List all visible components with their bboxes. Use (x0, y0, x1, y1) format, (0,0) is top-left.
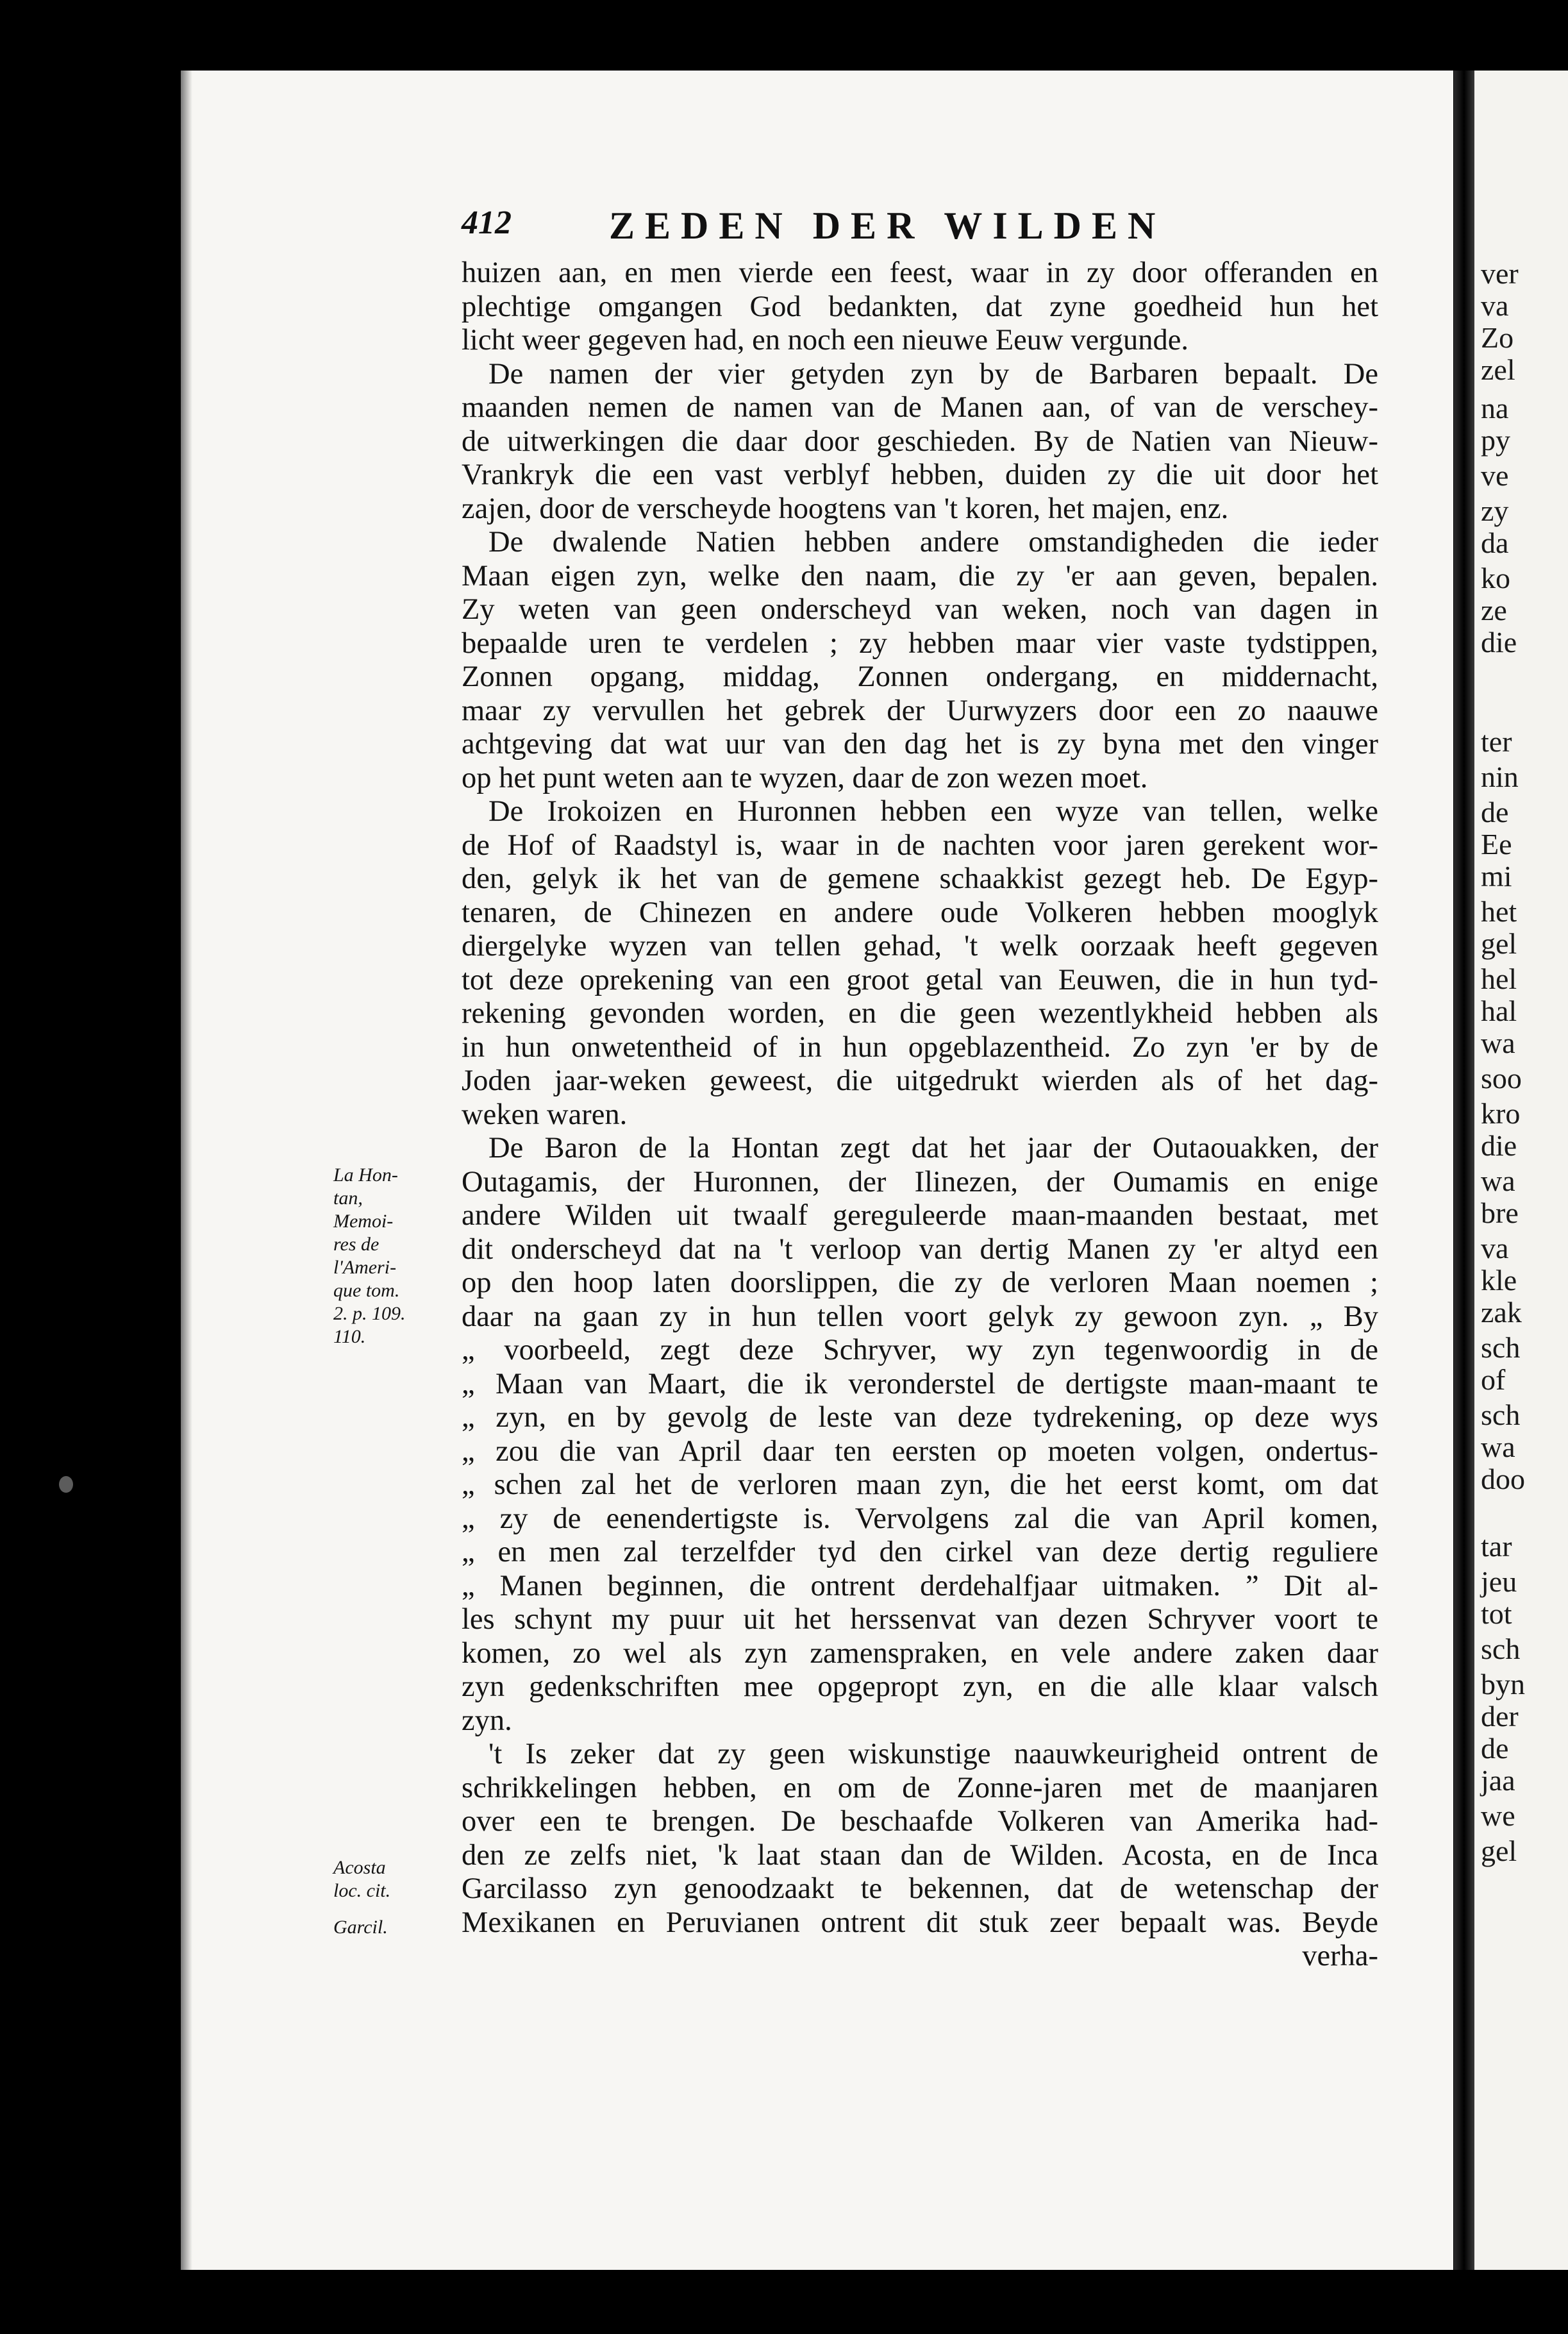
text-line: den, gelyk ik het van de gemene schaakkist gezegt heb. De Egyp- (462, 862, 1378, 895)
text-line: „ zou die van April daar ten eersten op moeten volgen, ondertus- (462, 1434, 1378, 1468)
text-line: maanden nemen de namen van de Manen aan, of van de verschey- (462, 391, 1378, 424)
facing-page-text: jeu (1481, 1565, 1517, 1598)
facing-page-text: sch (1481, 1633, 1521, 1665)
text-line: „ Maan van Maart, die ik veronderstel de dertigste maan-maant te (462, 1367, 1378, 1400)
text-line: diergelyke wyzen van tellen gehad, 't welk oorzaak heeft gegeven (462, 930, 1378, 962)
text-line: licht weer gegeven had, en noch een nieuwe Eeuw vergunde. (462, 324, 1189, 357)
facing-page-text: het (1481, 895, 1517, 928)
facing-page-text: bre (1481, 1196, 1519, 1229)
text-line: bepaalde uren te verdelen ; zy hebben maar vier vaste tydstippen, (462, 626, 1378, 660)
marginal-note-line: Acosta (333, 1857, 386, 1878)
marginal-note-line: l'Ameri- (333, 1257, 397, 1278)
text-line: rekening gevonden worden, en die geen wezentlykheid hebben als (462, 997, 1378, 1030)
text-line: huizen aan, en men vierde een feest, waar in zy door offeranden en (462, 256, 1378, 289)
text-line: Joden jaar-weken geweest, die uitgedrukt wierden als of het dag- (462, 1064, 1378, 1097)
facing-page-text: soo (1481, 1062, 1522, 1095)
facing-page-text: ko (1481, 562, 1510, 594)
facing-page-text: na (1481, 392, 1509, 424)
marginal-note-line: Garcil. (333, 1917, 388, 1938)
text-line: „ en men zal terzelfder tyd den cirkel van deze dertig reguliere (462, 1536, 1378, 1568)
text-line: zyn gedenkschriften mee opgepropt zyn, en die alle klaar valsch (462, 1670, 1378, 1703)
text-line: „ zy de eenendertigste is. Vervolgens zal die van April komen, (462, 1502, 1378, 1535)
text-line: komen, zo wel als zyn zamenspraken, en vele andere zaken daar (462, 1636, 1378, 1670)
text-line: Zy weten van geen onderscheyd van weken, noch van dagen in (462, 593, 1378, 626)
marginal-note-line: tan, (333, 1188, 363, 1209)
gutter-shadow (1454, 71, 1474, 2270)
text-line: 't Is zeker dat zy geen wiskunstige naauwkeurigheid ontrent de (488, 1738, 1378, 1770)
text-line: weken waren. (462, 1098, 628, 1131)
text-line: zyn. (462, 1704, 512, 1737)
text-line: „ schen zal het de verloren maan zyn, die het eerst komt, om dat (462, 1468, 1378, 1501)
facing-page-text: wa (1481, 1164, 1515, 1197)
facing-page-text: de (1481, 1732, 1509, 1765)
text-line: tot deze oprekening van een groot getal van Eeuwen, die in hun tyd- (462, 963, 1378, 996)
facing-page-text: byn (1481, 1668, 1525, 1700)
facing-page-text: gel (1481, 927, 1517, 960)
facing-page-text: hal (1481, 995, 1517, 1027)
text-line: op het punt weten aan te wyzen, daar de zon wezen moet. (462, 761, 1148, 794)
text-line: „ zyn, en by gevolg de leste van deze tydrekening, op deze wys (462, 1401, 1378, 1434)
marginal-note-line: que tom. (333, 1280, 400, 1301)
text-line: den ze zelfs niet, 'k laat staan dan de Wilden. Acosta, en de Inca (462, 1838, 1378, 1872)
facing-page-text: kro (1481, 1097, 1521, 1130)
text-line: Zonnen opgang, middag, Zonnen ondergang, en middernacht, (462, 660, 1378, 693)
marginal-note-hontan (333, 1164, 430, 1348)
facing-page-text: ve (1481, 459, 1509, 492)
facing-page-text: Zo (1481, 321, 1514, 354)
facing-page-text: we (1481, 1799, 1515, 1832)
text-line: daar na gaan zy in hun tellen voort gelyk zy gewoon zyn. „ By (462, 1300, 1378, 1333)
text-line: De Baron de la Hontan zegt dat het jaar der Outaouakken, der (488, 1132, 1378, 1164)
text-line: tenaren, de Chinezen en andere oude Volkeren hebben mooglyk (462, 896, 1378, 929)
text-line: Garcilasso zyn genoodzaakt te bekennen, dat de wetenschap der (462, 1872, 1378, 1905)
text-line: Maan eigen zyn, welke den naam, die zy 'er aan geven, bepalen. (462, 559, 1378, 592)
marginal-note-line: 110. (333, 1326, 366, 1347)
facing-page-text: of (1481, 1363, 1506, 1396)
text-line: De dwalende Natien hebben andere omstandigheden die ieder (488, 526, 1378, 558)
text-line: achtgeving dat wat uur van den dag het is zy byna met den vinger (462, 728, 1378, 760)
facing-page-text: zy (1481, 494, 1509, 527)
ink-stain (59, 1476, 73, 1493)
facing-page-text: ze (1481, 594, 1507, 626)
text-line: Outagamis, der Huronnen, der Ilinezen, der Oumamis en enige (462, 1165, 1378, 1198)
facing-page-text: jaa (1481, 1764, 1515, 1797)
facing-page-text: hel (1481, 962, 1517, 995)
text-line: De Irokoizen en Huronnen hebben een wyze van tellen, welke (488, 795, 1378, 828)
facing-page-text: ver (1481, 257, 1519, 290)
facing-page-text: wa (1481, 1431, 1515, 1463)
facing-page-text: de (1481, 796, 1509, 828)
marginal-note-garcil (333, 1916, 430, 1939)
facing-page-text: mi (1481, 860, 1512, 893)
facing-page-text: va (1481, 289, 1509, 322)
text-line: andere Wilden uit twaalf gereguleerde maan-maanden bestaat, met (462, 1199, 1378, 1232)
facing-page-text: Ee (1481, 828, 1512, 861)
text-line: Mexikanen en Peruvianen ontrent dit stuk zeer bepaalt was. Beyde (462, 1906, 1378, 1939)
marginal-note-line: res de (333, 1234, 379, 1255)
text-line: „ voorbeeld, zegt deze Schryver, wy zyn tegenwoordig in de (462, 1334, 1378, 1366)
facing-page-text: doo (1481, 1463, 1525, 1495)
facing-page-text: zak (1481, 1296, 1522, 1329)
facing-page-text: gel (1481, 1834, 1517, 1867)
facing-page-fragment (1474, 71, 1568, 2270)
marginal-note-acosta (333, 1856, 430, 1902)
facing-page-text: zel (1481, 353, 1515, 386)
facing-page-text: sch (1481, 1331, 1521, 1364)
text-line: in hun onwetentheid of in hun opgeblazentheid. Zo zyn 'er by de (462, 1030, 1378, 1064)
facing-page-text: tot (1481, 1597, 1512, 1630)
text-line: verha- (1302, 1940, 1378, 1972)
facing-page-text: da (1481, 526, 1509, 559)
text-line: de Hof of Raadstyl is, waar in de nachten voor jaren gerekent wor- (462, 828, 1378, 862)
facing-page-text: py (1481, 424, 1510, 457)
facing-page-text: ter (1481, 725, 1512, 758)
text-line: les schynt my puur uit het herssenvat van dezen Schryver voort te (462, 1603, 1378, 1636)
text-line: dit onderscheyd dat na 't verloop van dertig Manen zy 'er altyd een (462, 1232, 1378, 1266)
facing-page-text: va (1481, 1232, 1509, 1264)
text-line: zajen, door de verscheyde hoogtens van 't koren, het majen, enz. (462, 492, 1229, 525)
text-line: De namen der vier getyden zyn by de Barbaren bepaalt. De (488, 357, 1378, 390)
facing-page-text: kle (1481, 1264, 1517, 1297)
marginal-note-line: La Hon- (333, 1164, 398, 1186)
facing-page-text: die (1481, 1129, 1517, 1162)
facing-page-text: nin (1481, 760, 1519, 793)
facing-page-text: sch (1481, 1398, 1521, 1431)
running-title: ZEDEN DER WILDEN (609, 205, 1166, 247)
page-number: 412 (462, 205, 512, 241)
text-line: Vrankryk die een vast verblyf hebben, duiden zy die uit door het (462, 458, 1378, 491)
text-line: plechtige omgangen God bedankten, dat zyne goedheid hun het (462, 290, 1378, 323)
page-header (462, 204, 1199, 255)
page-edge-shadow (181, 71, 192, 2270)
text-line: maar zy vervullen het gebrek der Uurwyzers door een zo naauwe (462, 694, 1378, 727)
marginal-note-line: 2. p. 109. (333, 1303, 406, 1324)
text-line: op den hoop laten doorslippen, die zy de verloren Maan noemen ; (462, 1266, 1378, 1299)
text-line: schrikkelingen hebben, en om de Zonne-jaren met de maanjaren (462, 1771, 1378, 1804)
facing-page-text: tar (1481, 1530, 1512, 1563)
facing-page-text: der (1481, 1700, 1519, 1733)
text-line: over een te brengen. De beschaafde Volkeren van Amerika had- (462, 1805, 1378, 1838)
marginal-note-line: Memoi- (333, 1211, 394, 1232)
text-line: „ Manen beginnen, die ontrent derdehalfjaar uitmaken. ” Dit al- (462, 1569, 1378, 1602)
body-text (462, 256, 1378, 1974)
facing-page-text: wa (1481, 1027, 1515, 1059)
facing-page-text: die (1481, 626, 1517, 659)
marginal-note-line: loc. cit. (333, 1880, 391, 1901)
text-line: de uitwerkingen die daar door geschieden. By de Natien van Nieuw- (462, 424, 1378, 458)
